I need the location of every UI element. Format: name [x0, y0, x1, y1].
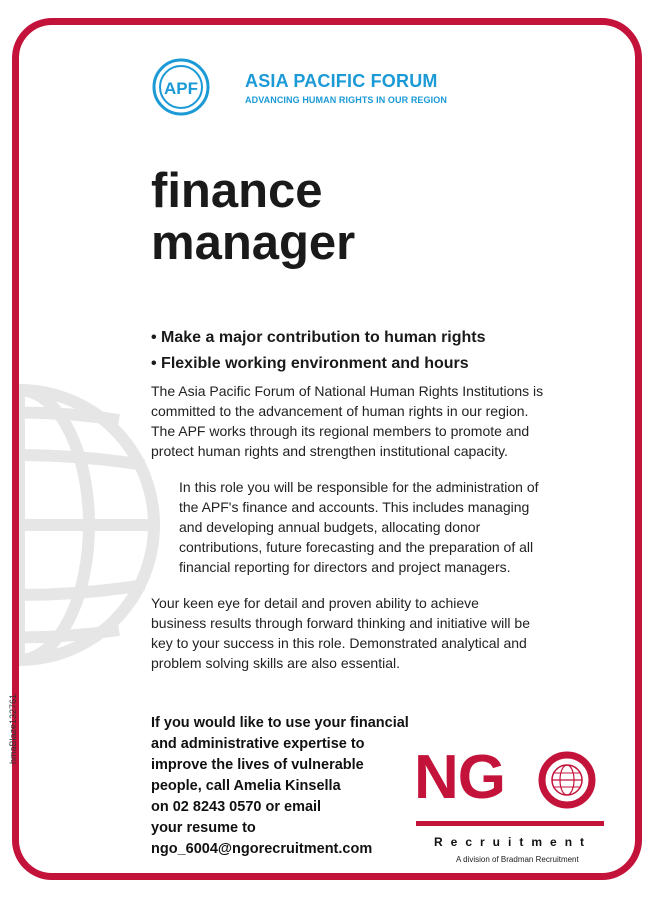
highlight-item: • Flexible working environment and hours	[151, 355, 469, 372]
job-title	[151, 165, 355, 269]
apf-logo-icon	[151, 57, 211, 117]
role-paragraph: In this role you will be responsible for the administration of the APF's finance and accounts. This includes managing and developing annual budgets, allocating donor contributions, future forecasting and the preparation of all financial reporting for directors and project managers.	[179, 479, 539, 575]
intro-paragraph: The Asia Pacific Forum of National Human Rights Institutions is committed to the advancement of human rights in our region. The APF works through its regional members to promote and protect human rights and strengthen institutional capacity.	[151, 383, 544, 459]
job-title-line-2: manager	[151, 216, 356, 270]
ad-reference-code: hmaBlaze132761	[8, 693, 18, 764]
ngo-globe-icon	[538, 751, 596, 809]
highlight-item: • Make a major contribution to human rights	[151, 329, 486, 346]
apf-acronym: APF	[164, 79, 198, 98]
ad-frame	[12, 18, 642, 880]
ngo-recruitment-label: Recruitment	[434, 835, 593, 849]
contact-call-to-action: If you would like to use your financial and administrative expertise to improve the lives of vulnerable people, call Amelia Kinsella on 02 8243 0570 or email your resume to ngo_6004@ngorecruitment.com	[151, 715, 409, 857]
job-title-line-1: finance	[151, 164, 323, 218]
ngo-wordmark: NG	[414, 743, 505, 812]
organization-name: ASIA PACIFIC FORUM	[245, 71, 438, 91]
ngo-divider	[416, 821, 604, 826]
ngo-division-note: A division of Bradman Recruitment	[456, 855, 579, 864]
organization-tagline: ADVANCING HUMAN RIGHTS IN OUR REGION	[245, 95, 447, 105]
skills-paragraph: Your keen eye for detail and proven ability to achieve business results through forward thinking and initiative will be key to your success in this role. Demonstrated analytical and problem solving skills are also essential.	[151, 595, 530, 671]
highlights-list	[151, 325, 486, 377]
